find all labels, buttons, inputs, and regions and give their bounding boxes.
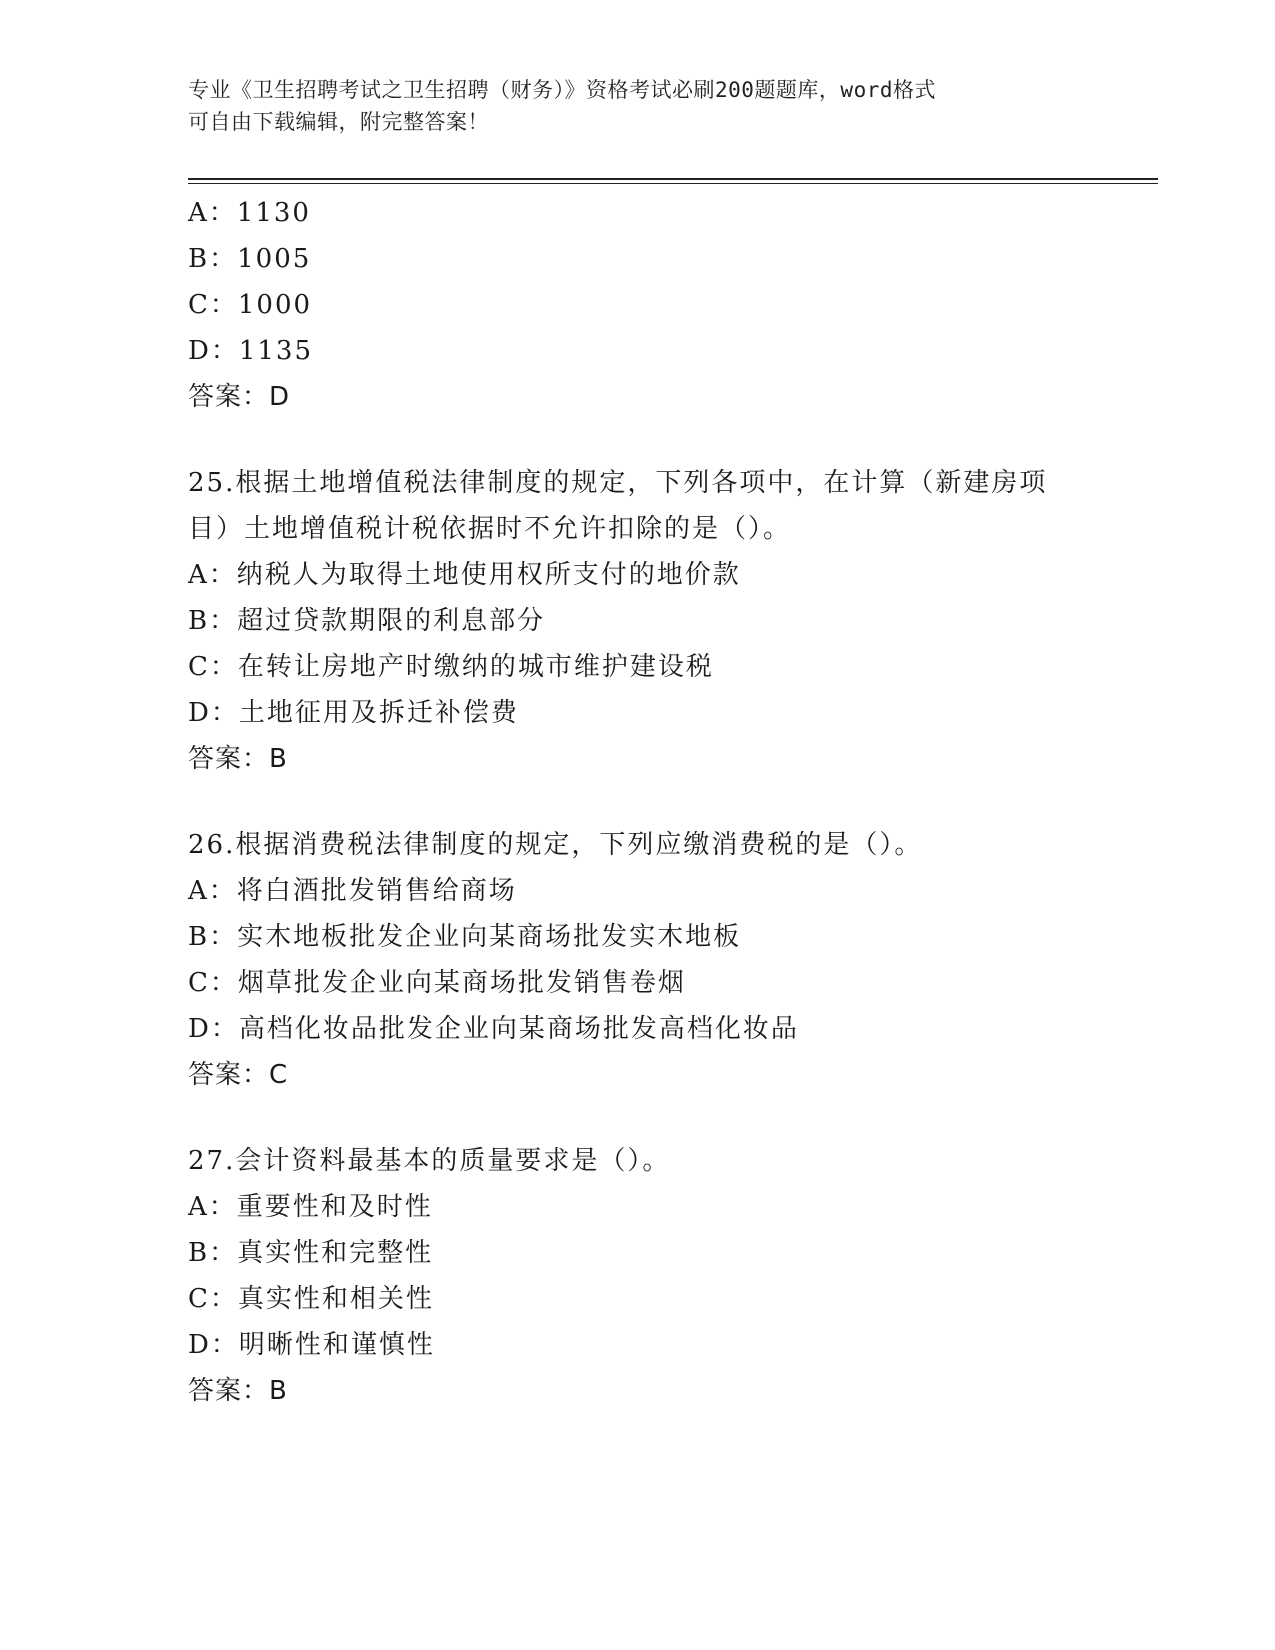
answer-line: 答案：B <box>188 744 288 774</box>
option-d: D：土地征用及拆迁补偿费 <box>188 698 519 728</box>
option-b: B：超过贷款期限的利息部分 <box>188 606 546 636</box>
option-d: D：高档化妆品批发企业向某商场批发高档化妆品 <box>188 1014 799 1044</box>
question-block-prev <box>188 190 1148 420</box>
answer-line: 答案：D <box>188 382 291 412</box>
document-header <box>188 74 1088 138</box>
header-divider-thick <box>188 178 1158 180</box>
option-c: C：在转让房地产时缴纳的城市维护建设税 <box>188 652 714 682</box>
option-b: B：1005 <box>188 244 312 274</box>
option-c: C：烟草批发企业向某商场批发销售卷烟 <box>188 968 686 998</box>
option-b: B：真实性和完整性 <box>188 1238 434 1268</box>
question-block-27 <box>188 1138 1148 1414</box>
question-text: 26.根据消费税法律制度的规定，下列应缴消费税的是（）。 <box>188 830 923 860</box>
answer-line: 答案：C <box>188 1060 289 1090</box>
question-list <box>188 190 1148 1414</box>
header-line-2: 可自由下载编辑，附完整答案！ <box>188 110 489 134</box>
option-a: A：1130 <box>188 198 311 228</box>
option-d: D：1135 <box>188 336 314 366</box>
question-text: 27.会计资料最基本的质量要求是（）。 <box>188 1146 671 1176</box>
question-block-26 <box>188 822 1148 1098</box>
header-divider-thin <box>188 183 1158 184</box>
option-a: A：重要性和及时性 <box>188 1192 433 1222</box>
option-a: A：将白酒批发销售给商场 <box>188 876 517 906</box>
question-block-25 <box>188 460 1148 782</box>
question-text: 25.根据土地增值税法律制度的规定，下列各项中，在计算（新建房项 <box>188 468 1048 498</box>
question-text-continued: 目）土地增值税计税依据时不允许扣除的是（）。 <box>188 514 792 544</box>
header-line-1: 专业《卫生招聘考试之卫生招聘（财务）》资格考试必刷200题题库，word格式 <box>188 78 936 102</box>
option-d: D：明晰性和谨慎性 <box>188 1330 435 1360</box>
answer-line: 答案：B <box>188 1376 288 1406</box>
option-c: C：1000 <box>188 290 313 320</box>
option-b: B：实木地板批发企业向某商场批发实木地板 <box>188 922 742 952</box>
option-a: A：纳税人为取得土地使用权所支付的地价款 <box>188 560 741 590</box>
option-c: C：真实性和相关性 <box>188 1284 434 1314</box>
